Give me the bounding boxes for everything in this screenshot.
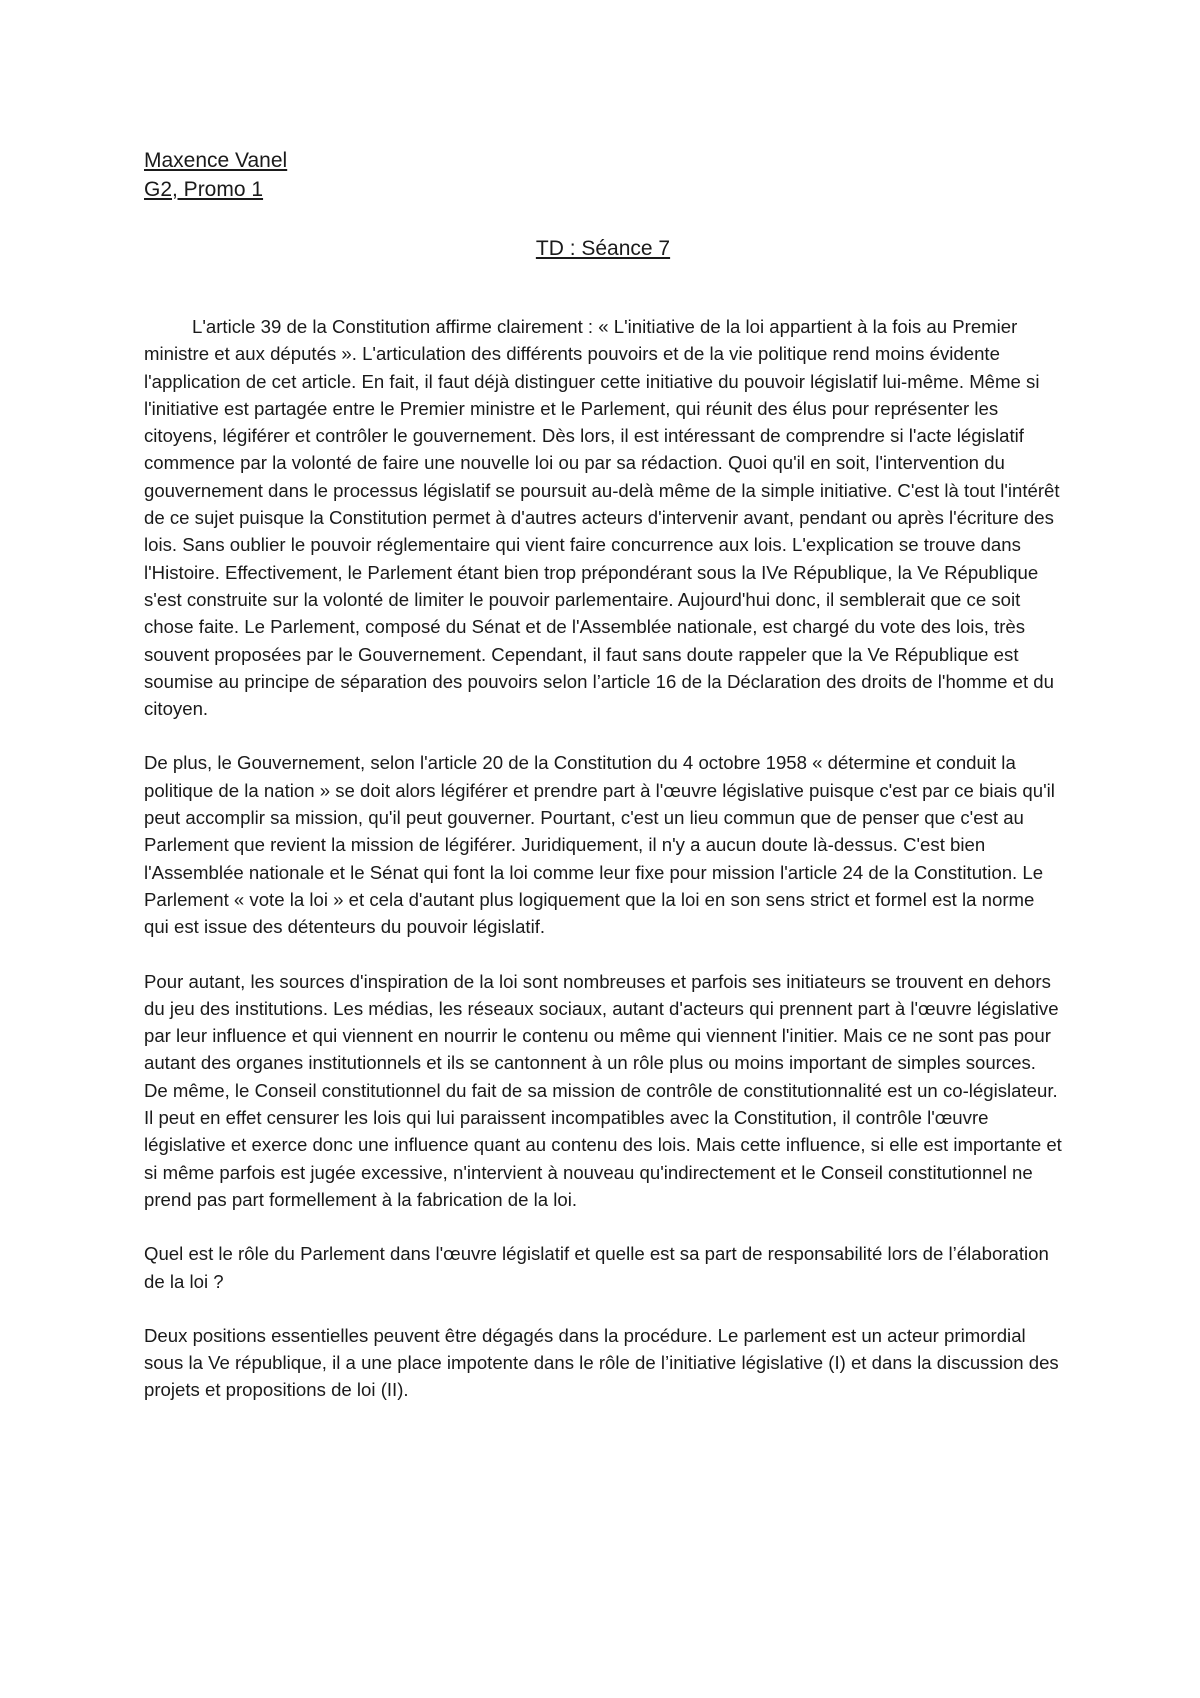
paragraph-plan: Deux positions essentielles peuvent être dégagés dans la procédure. Le parlement est un acteur primordial sous la Ve république, il a une place impotente dans le rôle de l’initiative législative (I) et dans la discussion des projets et propositions de loi (II). (144, 1324, 1059, 1401)
paragraph-government: De plus, le Gouvernement, selon l'article 20 de la Constitution du 4 octobre 1958 « détermine et conduit la politique de la nation » se doit alors légiférer et prendre part à l'œuvre législative puisque c'est par ce biais qu'il peut accomplir sa mission, qu'il peut gouverner. Pourtant, c'est un lieu commun que de penser que c'est au Parlement que revient la mission de légiférer. Juridiquement, il n'y a aucun doute là-dessus. C'est bien l'Assemblée nationale et le Sénat qui font la loi comme leur fixe pour mission l'article 24 de la Constitution. Le Parlement « vote la loi » et cela d'autant plus logiquement que la loi en son sens strict et formel est la norme qui est issue des détenteurs du pouvoir législatif. (144, 752, 1055, 938)
paragraph-problematic: Quel est le rôle du Parlement dans l'œuvre législatif et quelle est sa part de responsabilité lors de l’élaboration de la loi ? (144, 1243, 1049, 1292)
author-name: Maxence Vanel (144, 149, 288, 172)
group-label: G2, Promo 1 (144, 178, 264, 201)
document-body (144, 146, 1062, 1404)
paragraph-sources: Pour autant, les sources d'inspiration de la loi sont nombreuses et parfois ses initiateurs se trouvent en dehors du jeu des institutions. Les médias, les réseaux sociaux, autant d'acteurs qui prennent part à l'œuvre législative par leur influence et qui viennent en nourrir le contenu ou même qui viennent l'initier. Mais ce ne sont pas pour autant des organes institutionnels et ils se cantonnent à un rôle plus ou moins important de simples sources. De même, le Conseil constitutionnel du fait de sa mission de contrôle de constitutionnalité est un co-législateur. Il peut en effet censurer les lois qui lui paraissent incompatibles avec la Constitution, il contrôle l'œuvre législative et exerce donc une influence quant au contenu des lois. Mais cette influence, si elle est importante et si même parfois est jugée excessive, n'intervient à nouveau qu'indirectement et le Conseil constitutionnel ne prend pas part formellement à la fabrication de la loi. (144, 970, 1062, 1210)
paragraph-introduction: L'article 39 de la Constitution affirme clairement : « L'initiative de la loi appartient à la fois au Premier ministre et aux députés ». L'articulation des différents pouvoirs et de la vie politique rend moins évidente l'application de cet article. En fait, il faut déjà distinguer cette initiative du pouvoir législatif lui-même. Même si l'initiative est partagée entre le Premier ministre et le Parlement, qui réunit des élus pour représenter les citoyens, légiférer et contrôler le gouvernement. Dès lors, il est intéressant de comprendre si l'acte législatif commence par la volonté de faire une nouvelle loi ou par sa rédaction. Quoi qu'il en soit, l'intervention du gouvernement dans le processus législatif se poursuit au-delà même de la simple initiative. C'est là tout l'intérêt de ce sujet puisque la Constitution permet à d'autres acteurs d'intervenir avant, pendant ou après l'écriture des lois. Sans oublier le pouvoir réglementaire qui vient faire concurrence aux lois. L'explication se trouve dans l'Histoire. Effectivement, le Parlement étant bien trop prépondérant sous la IVe République, la Ve République s'est construite sur la volonté de limiter le pouvoir parlementaire. Aujourd'hui donc, il semblerait que ce soit chose faite. Le Parlement, composé du Sénat et de l'Assemblée nationale, est chargé du vote des lois, très souvent proposées par le Gouvernement. Cependant, il faut sans doute rappeler que la Ve République est soumise au principe de séparation des pouvoirs selon l’article 16 de la Déclaration des droits de l'homme et du citoyen. (144, 316, 1060, 720)
page-title: TD : Séance 7 (535, 237, 671, 260)
